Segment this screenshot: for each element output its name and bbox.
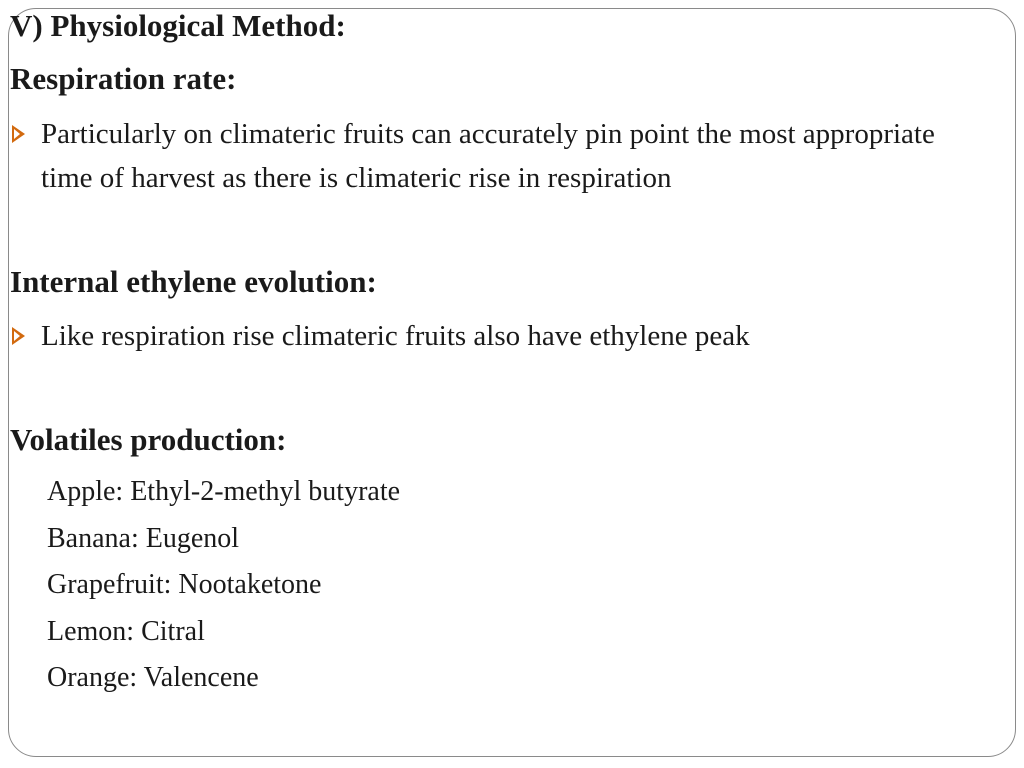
volatiles-list <box>47 469 400 702</box>
section-heading-respiration: Respiration rate: <box>10 61 237 96</box>
list-item: Banana: Eugenol <box>47 522 240 554</box>
list-item: Apple: Ethyl-2-methyl butyrate <box>47 476 401 507</box>
list-item: Lemon: Citral <box>47 615 205 647</box>
slide-title: V) Physiological Method: <box>10 8 346 43</box>
arrow-bullet-icon <box>12 125 25 143</box>
bullet-text: Like respiration rise climateric fruits also have ethylene peak <box>41 320 750 352</box>
arrow-bullet-icon <box>12 327 25 345</box>
bullet-text: Particularly on climateric fruits can accurately pin point the most appropriate time of harvest as there is climateric rise in respiration <box>41 118 935 194</box>
bullet-respiration <box>12 112 942 200</box>
list-item: Orange: Valencene <box>47 662 259 693</box>
section-heading-ethylene: Internal ethylene evolution: <box>10 264 377 299</box>
section-heading-volatiles: Volatiles production: <box>10 422 287 457</box>
list-item: Grapefruit: Nootaketone <box>47 569 322 600</box>
bullet-ethylene <box>12 314 942 358</box>
